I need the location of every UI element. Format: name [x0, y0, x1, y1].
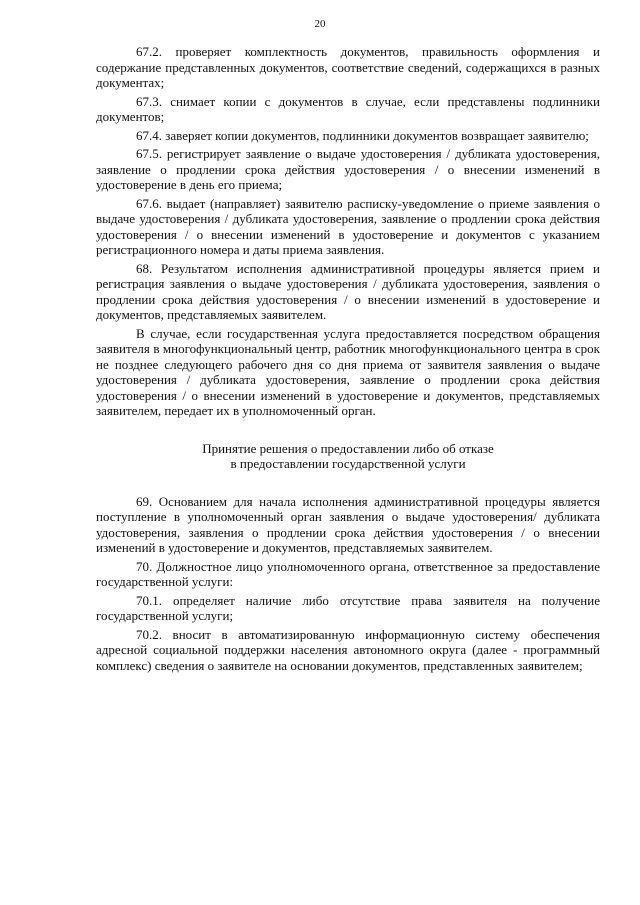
paragraph-67-3: 67.3. снимает копии с документов в случае, если представлены подлинники документов;	[96, 93, 600, 124]
paragraph-68: 68. Результатом исполнения административной процедуры является прием и регистрация заявления о выдаче удостоверения / дубликата удостоверения, заявления о продлении срока действия удостоверения / о внесении изменений в удостоверение и документов, представляемых заявителем.	[96, 260, 600, 322]
paragraph-67-4: 67.4. заверяет копии документов, подлинники документов возвращает заявителю;	[136, 127, 589, 143]
page-number: 20	[314, 18, 326, 30]
section-heading-line-1: Принятие решения о предоставлении либо об отказе	[202, 440, 494, 456]
paragraph-67-5: 67.5. регистрирует заявление о выдаче удостоверения / дубликата удостоверения, заявление о продлении срока действия удостоверения / о внесении изменений в удостоверение в день его приема;	[96, 146, 600, 192]
paragraph-69: 69. Основанием для начала исполнения административной процедуры является поступление в уполномоченный орган заявления о выдаче удостоверения/ дубликата удостоверения, заявления о продлении срока действия удостоверения / о внесении изменений в удостоверение и документов, представляемых заявителем.	[96, 493, 600, 555]
document-body	[96, 44, 600, 676]
paragraph-68-mfc: В случае, если государственная услуга предоставляется посредством обращения заявителя в многофункциональный центр, работник многофункционального центра в срок не позднее следующего рабочего дня со дня приема от заявителя заявления о выдаче удостоверения / дубликата удостоверения, заявление о продлении срока действия удостоверения / о внесении изменений в удостоверение и документов, представляемых заявителем, передает их в уполномоченный орган.	[96, 325, 600, 418]
section-heading-line-2: в предоставлении государственной услуги	[230, 456, 466, 471]
section-heading	[96, 441, 600, 472]
paragraph-70-2: 70.2. вносит в автоматизированную информационную систему обеспечения адресной социальной поддержки населения автономного округа (далее - программный комплекс) сведения о заявителе на основании документов, представленных заявителем;	[96, 626, 600, 673]
paragraph-67-2: 67.2. проверяет комплектность документов, правильность оформления и содержание представленных документов, соответствие сведений, содержащихся в разных документах;	[96, 44, 600, 90]
paragraph-70: 70. Должностное лицо уполномоченного органа, ответственное за предоставление государственной услуги:	[96, 558, 600, 589]
paragraph-70-1: 70.1. определяет наличие либо отсутствие права заявителя на получение государственной услуги;	[96, 592, 600, 623]
paragraph-67-6: 67.6. выдает (направляет) заявителю расписку-уведомление о приеме заявления о выдаче удостоверения / дубликата удостоверения, заявление о продлении срока действия удостоверения / о внесении изменений в удостоверение и документов с указанием регистрационного номера и даты приема заявления.	[96, 195, 600, 257]
